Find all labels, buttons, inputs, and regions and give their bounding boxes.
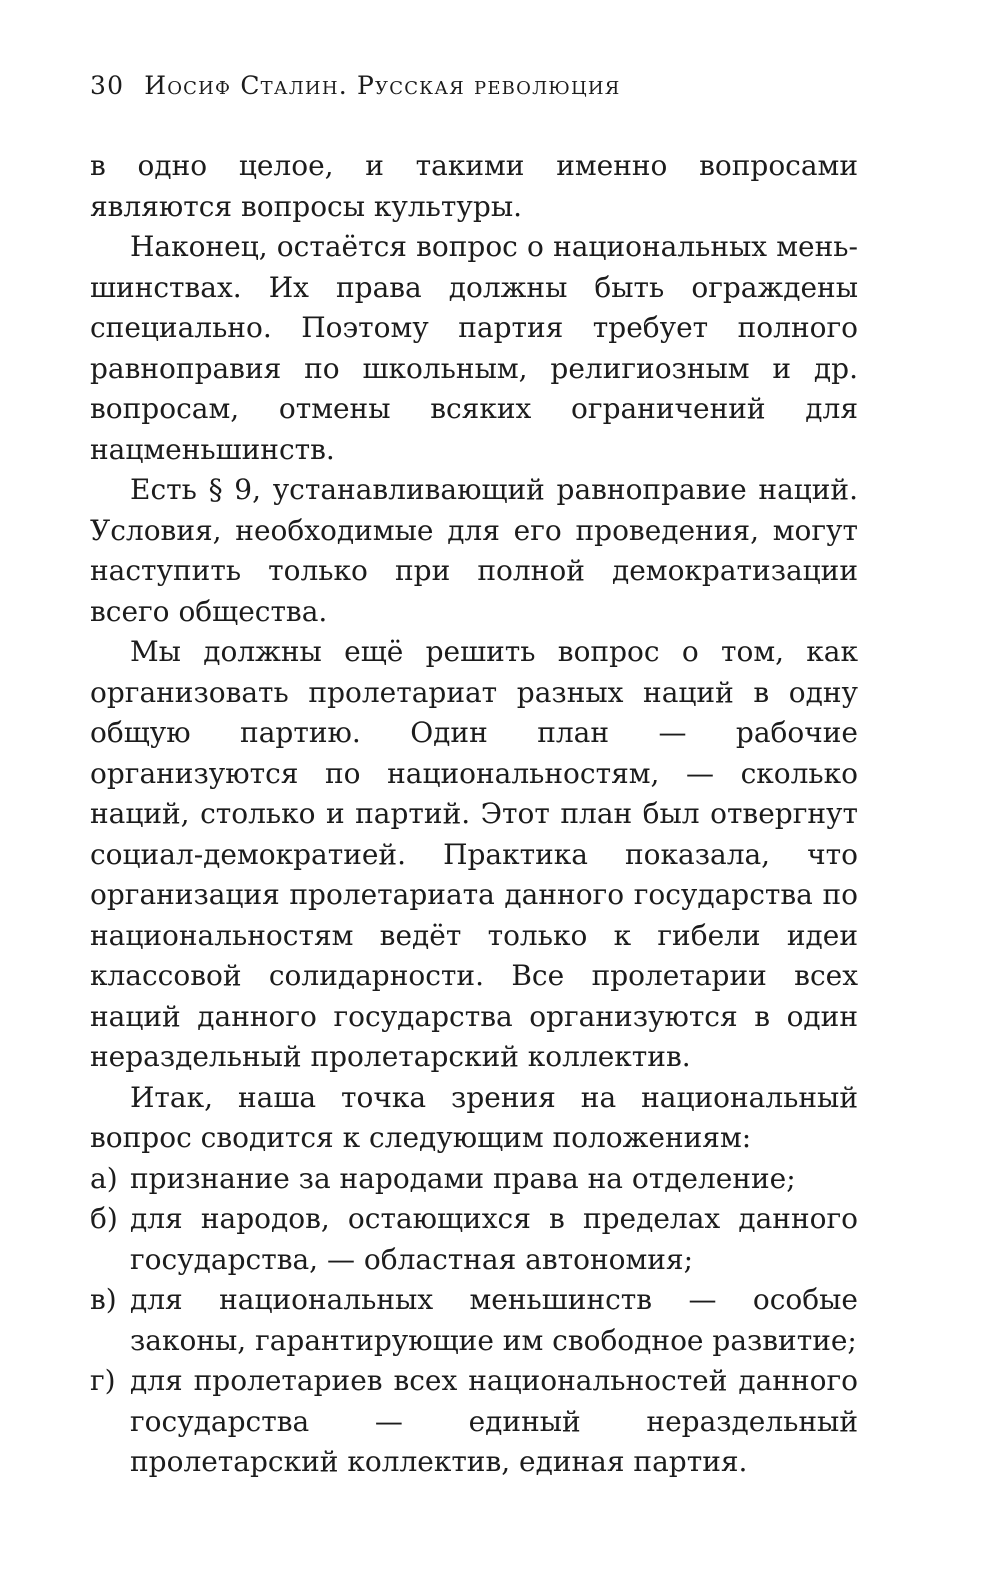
list-item-text: для национальных меньшинств — особые законы, гарантирующие им свободное развитие;: [130, 1283, 858, 1357]
list-item: [90, 1159, 858, 1200]
list-marker: б): [90, 1202, 118, 1235]
paragraph: Есть § 9, устанавливающий равноправие наций. Условия, необходимые для его проведения, могут наступить только при полной демократизации всего общества.: [90, 473, 858, 628]
paragraph: Мы должны ещё решить вопрос о том, как организовать пролетариат разных наций в одну общую партию. Один план — рабочие организуются по национальностям, — сколько наций, столько и партий. Этот план был отвергнут социал-демократией. Практика показала, что организация пролетариата данного государства по национальностям ведёт только к гибели идеи классовой солидарности. Все пролетарии всех наций данного государства организуются в один нераздельный пролетарский коллектив.: [90, 635, 858, 1073]
page-number: 30: [90, 71, 125, 100]
body-text: [90, 146, 858, 1483]
running-title: Иосиф Сталин. Русская революция: [144, 71, 621, 100]
list-item: [90, 1199, 858, 1280]
list-item: [90, 1280, 858, 1361]
paragraph: Итак, наша точка зрения на национальный вопрос сводится к следующим положениям:: [90, 1080, 858, 1154]
list-marker: г): [90, 1364, 116, 1397]
positions-list: [90, 1159, 858, 1483]
running-header: [90, 66, 870, 106]
list-marker: а): [90, 1161, 118, 1195]
list-marker: в): [90, 1283, 117, 1316]
paragraph: в одно целое, и такими именно вопросами являются вопросы культуры.: [90, 149, 858, 223]
list-item-text: для пролетариев всех национальностей данного государства — единый нераздельный пролетарский коллектив, единая партия.: [130, 1364, 858, 1478]
list-item: [90, 1361, 858, 1483]
paragraph: Наконец, остаётся вопрос о национальных меньшинствах. Их права должны быть ограждены специально. Поэтому партия требует полного равноправия по школьным, религиозным и др. вопросам, отмены всяких ограничений для нацменьшинств.: [90, 230, 858, 466]
list-item-text: для народов, остающихся в пределах данного государства, — областная автономия;: [130, 1202, 858, 1276]
list-item-text: признание за народами права на отделение;: [130, 1161, 796, 1195]
